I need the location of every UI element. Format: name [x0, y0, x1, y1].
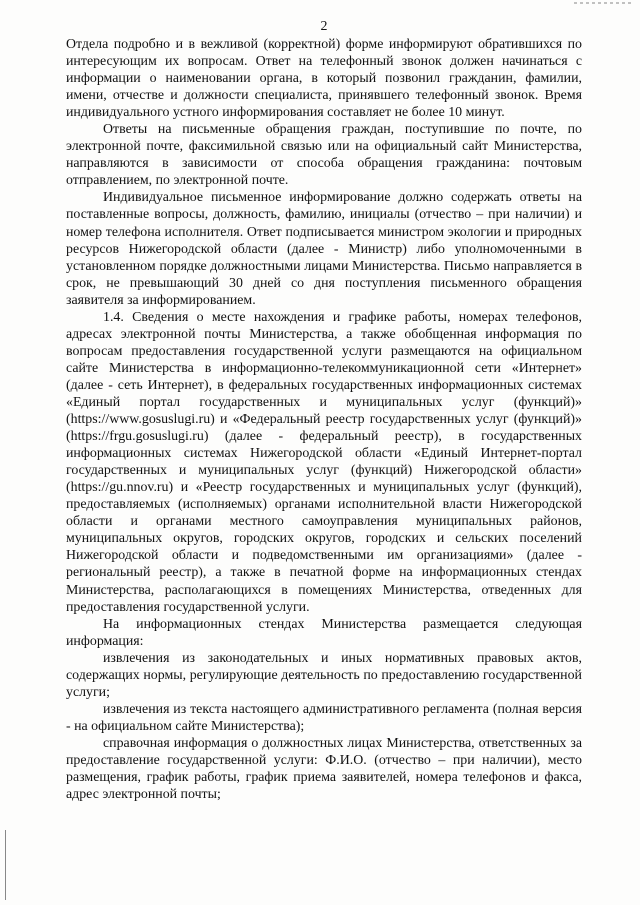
- list-item-regulation-extracts: извлечения из текста настоящего административного регламента (полная версия - на официальном сайте Министерства);: [66, 701, 582, 734]
- paragraph-section-1-4: 1.4. Сведения о месте нахождения и графике работы, номерах телефонов, адресах электронной почты Министерства, а также обобщенная информация по вопросам предоставления государственной услуги размещаются на официальном сайте Министерства в информационно-телекоммуникационной сети «Интернет» (далее - сеть Интернет), в федеральных государственных информационных системах «Единый портал государственных и муниципальных услуг (функций)» (https://www.gosuslugi.ru) и «Федеральный реестр государственных услуг (функций)» (https://frgu.gosuslugi.ru) (далее - федеральный реестр), в государственных информационных системах Нижегородской области «Единый Интернет-портал государственных и муниципальных услуг (функций) Нижегородской области» (https://gu.nnov.ru) и «Реестр государственных и муниципальных услуг (функций), предоставляемых (исполняемых) органами исполнительной власти Нижегородской области и органами местного самоуправления муниципальных районов, муниципальных округов, городских округов, городских и сельских поселений Нижегородской области и подведомственными им организациями» (далее - региональный реестр), а также в печатной форме на информационных стендах Министерства, располагающихся в помещениях Министерства, отведенных для предоставления государственной услуги.: [66, 309, 582, 615]
- scan-edge-mark: [5, 830, 6, 900]
- paragraph-written-informing: Индивидуальное письменное информирование должно содержать ответы на поставленные вопросы, должность, фамилию, инициалы (отчество – при наличии) и номер телефона исполнителя. Ответ подписывается министром экологии и природных ресурсов Нижегородской области (далее - Министр) либо уполномоченными в установленном порядке должностными лицами Министерства. Письмо направляется в срок, не превышающий 30 дней со дня поступления письменного обращения заявителя за информированием.: [66, 190, 582, 308]
- paragraph-info-stands: На информационных стендах Министерства размещается следующая информация:: [66, 616, 582, 649]
- document-page: [66, 18, 582, 803]
- scan-artifact: [574, 2, 634, 4]
- paragraph-written-requests: Ответы на письменные обращения граждан, поступившие по почте, по электронной почте, факсимильной связью или на официальный сайт Министерства, направляются в зависимости от способа обращения гражданина: почтовым отправлением, по электронной почте.: [66, 122, 582, 189]
- paragraph-continuation: Отдела подробно и в вежливой (корректной) форме информируют обратившихся по интересующим их вопросам. Ответ на телефонный звонок должен начинаться с информации о наименовании органа, в который позвонил гражданин, фамилии, имени, отчестве и должности специалиста, принявшего телефонный звонок. Время индивидуального устного информирования составляет не более 10 минут.: [66, 37, 582, 121]
- list-item-legal-extracts: извлечения из законодательных и иных нормативных правовых актов, содержащих нормы, регулирующие деятельность по предоставлению государственной услуги;: [66, 650, 582, 700]
- page-number: 2: [320, 19, 328, 34]
- list-item-reference-info: справочная информация о должностных лицах Министерства, ответственных за предоставление государственной услуги: Ф.И.О. (отчество – при наличии), место размещения, график работы, график приема заявителей, номера телефонов и факса, адрес электронной почты;: [66, 735, 582, 803]
